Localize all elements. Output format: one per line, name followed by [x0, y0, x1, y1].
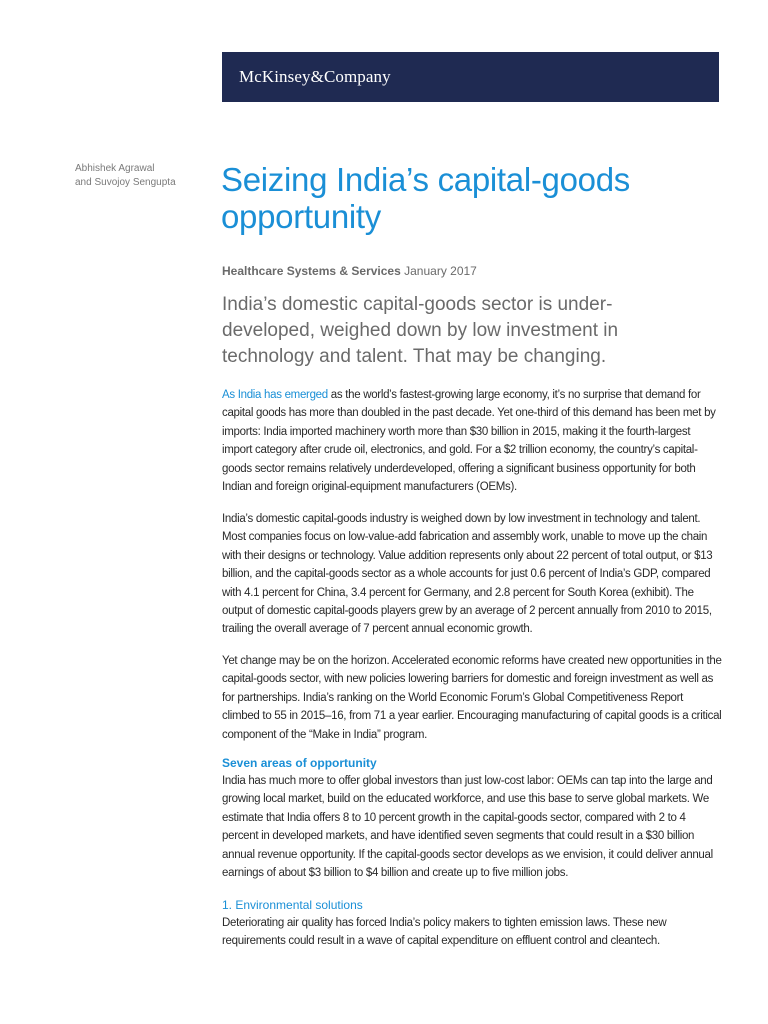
publish-date: January 2017 [404, 264, 477, 278]
header-banner [222, 52, 719, 102]
author-line: Abhishek Agrawal [75, 163, 155, 174]
author-line: and Suvojoy Sengupta [75, 177, 176, 188]
article-meta [222, 264, 477, 278]
paragraph-link[interactable]: As India has emerged [222, 389, 328, 401]
paragraph-text: Deteriorating air quality has forced India’s policy makers to tighten emission laws. These new requirements could result in a wave of capital expenditure on effluent control and cleantech. [222, 917, 667, 948]
practice-category: Healthcare Systems & Services [222, 264, 401, 278]
author-byline [75, 162, 215, 190]
paragraph-text: Yet change may be on the horizon. Accelerated economic reforms have created new opportunities in the capital-goods sector, with new policies lowering barriers for domestic and foreign investment as well as for partnerships. India’s ranking on the World Economic Forum’s Global Competitiveness Report climbed to 55 in 2015–16, from 71 a year earlier. Encouraging manufacturing of capital goods is a critical component of the “Make in India” program. [222, 655, 722, 741]
paragraph-text: as the world’s fastest-growing large economy, it’s no surprise that demand for capital goods has more than doubled in the past decade. Yet one-third of this demand has been met by imports: India imported machinery worth more than $30 billion in 2015, making it the fourth-largest import category after crude oil, electronics, and gold. For a $2 trillion economy, the country’s capital-goods sector remains relatively underdeveloped, offering a significant business opportunity for both Indian and foreign original-equipment manufacturers (OEMs). [222, 389, 716, 494]
paragraph-2 [222, 510, 722, 639]
paragraph-1 [222, 386, 722, 496]
section-seven-areas [222, 754, 722, 882]
mckinsey-logo: McKinsey&Company [239, 67, 391, 86]
section-heading: Seven areas of opportunity [222, 756, 377, 770]
paragraph-3 [222, 652, 722, 744]
section-environmental [222, 896, 722, 951]
paragraph-text: India has much more to offer global investors than just low-cost labor: OEMs can tap into the large and growing local market, build on the educated workforce, and use this base to serve global markets. We estimate that India offers 8 to 10 percent growth in the capital-goods sector, compared with 2 to 4 percent in developed markets, and have identified seven segments that could result in a $30 billion annual revenue opportunity. If the capital-goods sector develops as we envision, it could deliver annual earnings of about $3 billion to $4 billion and create up to five million jobs. [222, 775, 713, 880]
article-lede: India’s domestic capital-goods sector is under-developed, weighed down by low investment in technology and talent. That may be changing. [222, 294, 619, 367]
article-title: Seizing India’s capital-goods opportunity [221, 161, 630, 235]
subsection-heading: 1. Environmental solutions [222, 898, 363, 912]
paragraph-text: India’s domestic capital-goods industry is weighed down by low investment in technology and talent. Most companies focus on low-value-add fabrication and assembly work, unable to move up the chain with their designs or technology. Value addition represents only about 22 percent of total output, or $13 billion, and the capital-goods sector as a whole accounts for just 0.6 percent of India’s GDP, compared with 4.1 percent for China, 3.4 percent for Germany, and 2.8 percent for South Korea (exhibit). The output of domestic capital-goods players grew by an average of 2 percent annually from 2010 to 2015, trailing the overall average of 7 percent annual economic growth. [222, 513, 713, 636]
